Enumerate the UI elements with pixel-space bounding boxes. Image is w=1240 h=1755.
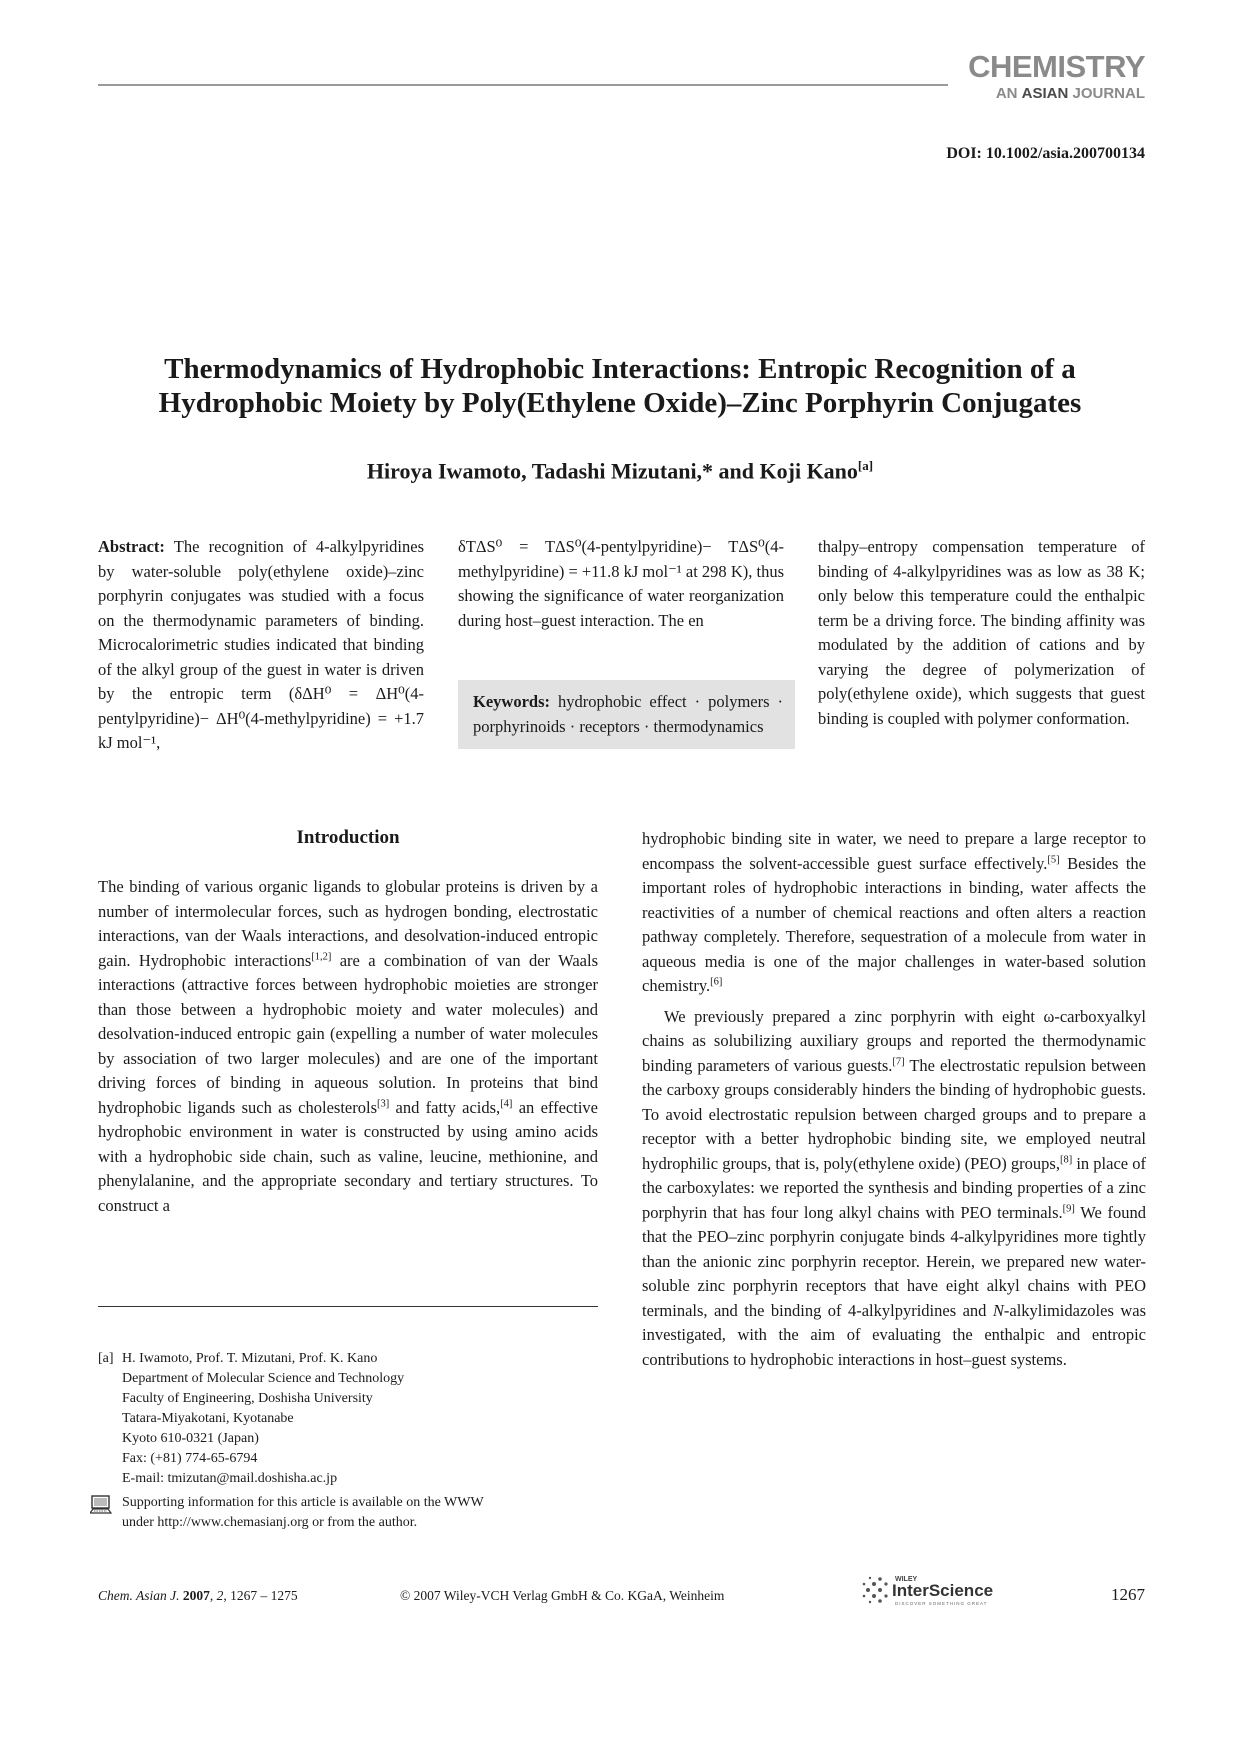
abstract-column-3: thalpy–entropy compensation temperature of binding of 4-alkylpyridines was as low as 38 K; only below this temperature could the enthalpic term be a driving force. The binding affinity was modulated by the addition of cations and by varying the degree of polymerization of poly(ethylene oxide), which suggests that guest binding is coupled with polymer conformation. bbox=[818, 537, 1145, 728]
citation-ref[interactable]: [4] bbox=[500, 1098, 513, 1109]
article-title: Thermodynamics of Hydrophobic Interactions: Entropic Recognition of a Hydrophobic Moiety by Poly(Ethylene Oxide)–Zinc Porphyrin Conjugates bbox=[158, 353, 1082, 419]
affiliation-line: Fax: (+81) 774-65-6794 bbox=[122, 1451, 258, 1466]
journal-logo bbox=[968, 49, 1145, 103]
affiliation-line: Department of Molecular Science and Technology bbox=[122, 1371, 405, 1386]
citation-ref[interactable]: [8] bbox=[1059, 1154, 1073, 1165]
keywords-label: Keywords: bbox=[473, 692, 550, 711]
journal-logo-subtitle: AN ASIAN JOURNAL bbox=[995, 85, 1145, 102]
copyright-notice: © 2007 Wiley-VCH Verlag GmbH & Co. KGaA, Weinheim bbox=[400, 1588, 725, 1603]
author-list: Hiroya Iwamoto, Tadashi Mizutani,* and Koji Kano[a] bbox=[366, 458, 874, 484]
page-number: 1267 bbox=[1111, 1585, 1145, 1604]
abstract-column-2: δTΔS⁰ = TΔS⁰(4-pentylpyridine)− TΔS⁰(4-methylpyridine) = +11.8 kJ mol⁻¹ at 298 K), thus showing the significance of water reorganization during host–guest interaction. The en bbox=[458, 537, 784, 630]
intro-paragraph-1: The binding of various organic ligands to globular proteins is driven by a number of intermolecular forces, such as hydrogen bonding, electrostatic interactions, van der Waals interactions, and desolvation-induced entropic gain. Hydrophobic interactions[1,2] are a combination of van der Waals interactions (attractive forces between hydrophobic moieties are stronger than those between a hydrophobic moiety and water molecules) and desolvation-induced entropic gain (expelling a number of water molecules by association of two larger molecules) and are one of the important driving forces of binding in aqueous solution. In proteins that bind hydrophobic ligands such as cholesterols[3] and fatty acids,[4] an effective hydrophobic environment in water is constructed by using amino acids with a hydrophobic side chain, such as valine, leucine, methionine, and phenylalanine, and the appropriate secondary and tertiary structures. To construct a bbox=[98, 877, 598, 1215]
citation-ref[interactable]: [7] bbox=[892, 1056, 905, 1067]
affiliation-email[interactable]: E-mail: tmizutan@mail.doshisha.ac.jp bbox=[122, 1471, 338, 1486]
affiliation-line: Kyoto 610-0321 (Japan) bbox=[122, 1431, 259, 1446]
affiliation-line: Tatara-Miyakotani, Kyotanabe bbox=[122, 1411, 294, 1426]
affiliation-tag: [a] bbox=[98, 1351, 114, 1366]
logo-tagline-text: DISCOVER SOMETHING GREAT bbox=[895, 1601, 988, 1606]
intro-paragraph-1-cont: hydrophobic binding site in water, we need to prepare a large receptor to encompass the solvent-accessible guest surface effectively.[5] Besides the important roles of hydrophobic interactions in binding, water affects the reactivities of a number of chemical reactions and often alters a reaction pathway completely. Therefore, sequestration of a molecule from water in aqueous media is one of the major challenges in water-based solution chemistry.[6] bbox=[642, 829, 1146, 995]
computer-icon bbox=[90, 1495, 112, 1515]
doi: DOI: 10.1002/asia.200700134 bbox=[946, 145, 1145, 162]
wiley-interscience-logo[interactable] bbox=[858, 1570, 1023, 1610]
journal-citation: Chem. Asian J. 2007, 2, 1267 – 1275 bbox=[98, 1588, 298, 1603]
interscience-globe-icon bbox=[863, 1577, 888, 1603]
citation-ref[interactable]: [6] bbox=[710, 976, 723, 988]
logo-interscience-text: InterScience bbox=[892, 1581, 994, 1600]
citation-ref[interactable]: [5] bbox=[1047, 854, 1060, 865]
keywords-box: Keywords: hydrophobic effect · polymers · porphyrinoids · receptors · thermodynamics bbox=[458, 680, 795, 749]
abstract-label: Abstract: bbox=[98, 537, 165, 556]
logo-wiley-text: WILEY bbox=[895, 1576, 918, 1583]
citation-ref[interactable]: [1,2] bbox=[311, 951, 332, 962]
affiliation-line: H. Iwamoto, Prof. T. Mizutani, Prof. K. Kano bbox=[122, 1351, 378, 1366]
citation-ref[interactable]: [9] bbox=[1062, 1203, 1075, 1214]
affiliation-line: Faculty of Engineering, Doshisha University bbox=[122, 1391, 373, 1406]
affiliation-footnote bbox=[98, 1349, 598, 1489]
citation-ref[interactable]: [3] bbox=[377, 1098, 390, 1109]
supporting-info-link[interactable]: under http://www.chemasianj.org or from the author. bbox=[122, 1515, 418, 1530]
intro-paragraph-2: We previously prepared a zinc porphyrin with eight ω-carboxyalkyl chains as solubilizing auxiliary groups and reported the thermodynamic binding parameters of various guests.[7] The electrostatic repulsion between the carboxy groups considerably hinders the binding of hydrophobic guests. To avoid electrostatic repulsion between charged groups and to prepare a receptor with a better hydrophobic binding site, we employed neutral hydrophilic groups, that is, poly(ethylene oxide) (PEO) groups,[8] in place of the carboxylates: we reported the synthesis and binding properties of a zinc porphyrin that has four long alkyl chains with PEO terminals.[9] We found that the PEO–zinc porphyrin conjugate binds 4-alkylpyridines more tightly than the anionic zinc porphyrin receptor. Herein, we prepared new water-soluble zinc porphyrin receptors that have eight alkyl chains with PEO terminals, and the binding of 4-alkylpyridines and N-alkylimidazoles was investigated, with the aim of evaluating the enthalpic and entropic contributions to hydrophobic interactions in host–guest systems. bbox=[642, 1006, 1147, 1369]
header-rule bbox=[98, 84, 948, 86]
intro-right-column bbox=[642, 827, 1146, 1372]
journal-logo-title: CHEMISTRY bbox=[968, 49, 1145, 84]
section-heading-introduction: Introduction bbox=[296, 827, 400, 848]
footnote-rule bbox=[98, 1306, 598, 1307]
abstract-column-1: Abstract: The recognition of 4-alkylpyridines by water-soluble poly(ethylene oxide)–zinc porphyrin conjugates was studied with a focus on the thermodynamic parameters of binding. Microcalorimetric studies indicated that binding of the alkyl group of the guest in water is driven by the entropic term (δΔH⁰ = ΔH⁰(4-pentylpyridine)− ΔH⁰(4-methylpyridine) = +1.7 kJ mol⁻¹, bbox=[98, 537, 425, 752]
supporting-info-note: Supporting information for this article is available on the WWW under http://www.chemasianj.org or from the author. bbox=[90, 1493, 610, 1533]
